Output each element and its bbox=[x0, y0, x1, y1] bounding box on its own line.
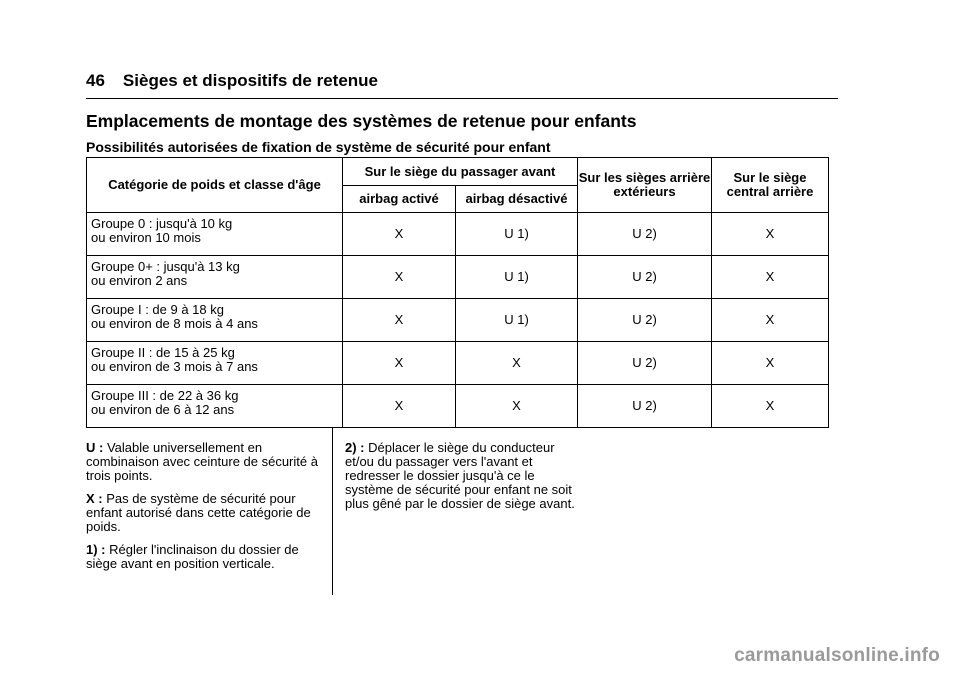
row-age: ou environ 2 ans bbox=[91, 273, 188, 288]
cell-airbag-on: X bbox=[343, 256, 456, 299]
legend-key: U : bbox=[86, 440, 104, 455]
cell-rear-center: X bbox=[712, 213, 829, 256]
row-weight-group: Groupe 0 : jusqu'à 10 kg bbox=[91, 216, 233, 231]
cell-rear-outer: U 2) bbox=[578, 256, 712, 299]
row-age: ou environ de 6 à 12 ans bbox=[91, 402, 235, 417]
cell-airbag-off: U 1) bbox=[456, 256, 578, 299]
cell-rear-center: X bbox=[712, 342, 829, 385]
cell-airbag-off: U 1) bbox=[456, 299, 578, 342]
table-row bbox=[87, 385, 829, 428]
row-weight-group: Groupe I : de 9 à 18 kg bbox=[91, 302, 224, 317]
watermark: carmanualsonline.info bbox=[734, 645, 940, 666]
header-airbag-off: airbag désactivé bbox=[456, 186, 578, 213]
cell-rear-outer: U 2) bbox=[578, 342, 712, 385]
cell-airbag-on: X bbox=[343, 299, 456, 342]
header-divider bbox=[86, 98, 838, 99]
section-title: Emplacements de montage des systèmes de retenue pour enfants bbox=[86, 111, 637, 131]
column-divider bbox=[332, 427, 333, 595]
row-weight-group: Groupe 0+ : jusqu'à 13 kg bbox=[91, 259, 240, 274]
table-row bbox=[87, 256, 829, 299]
table-row bbox=[87, 213, 829, 256]
legend-text: Valable universellement en combinaison avec ceinture de sécurité à trois points. bbox=[86, 440, 318, 483]
legend-left-column bbox=[86, 441, 322, 580]
table-row bbox=[87, 342, 829, 385]
row-category bbox=[87, 256, 343, 299]
table-row bbox=[87, 299, 829, 342]
cell-rear-outer: U 2) bbox=[578, 299, 712, 342]
header-rear-center: Sur le siège central arrière bbox=[712, 158, 829, 213]
legend-text: Pas de système de sécurité pour enfant autorisé dans cette catégorie de poids. bbox=[86, 491, 311, 534]
legend-key: X : bbox=[86, 491, 103, 506]
row-age: ou environ de 3 mois à 7 ans bbox=[91, 359, 258, 374]
cell-airbag-off: X bbox=[456, 342, 578, 385]
page-number: 46 bbox=[86, 71, 105, 90]
legend-key: 2) : bbox=[345, 440, 365, 455]
cell-airbag-off: X bbox=[456, 385, 578, 428]
header-rear-outer: Sur les sièges arrière extérieurs bbox=[578, 158, 712, 213]
cell-airbag-on: X bbox=[343, 342, 456, 385]
legend-note-x bbox=[86, 492, 322, 534]
row-age: ou environ 10 mois bbox=[91, 230, 201, 245]
cell-rear-center: X bbox=[712, 299, 829, 342]
legend-text: Déplacer le siège du conducteur et/ou du passager vers l'avant et redresser le dossier jusqu'à ce le système de sécurité pour enfant ne soit plus gêné par le dossier de siège avant. bbox=[345, 440, 575, 511]
page-header bbox=[86, 70, 838, 92]
cell-rear-center: X bbox=[712, 385, 829, 428]
row-category bbox=[87, 213, 343, 256]
row-weight-group: Groupe II : de 15 à 25 kg bbox=[91, 345, 235, 360]
row-category bbox=[87, 299, 343, 342]
legend-key: 1) : bbox=[86, 542, 106, 557]
header-passenger-seat: Sur le siège du passager avant bbox=[343, 158, 578, 186]
row-category bbox=[87, 385, 343, 428]
table-title: Possibilités autorisées de fixation de système de sécurité pour enfant bbox=[86, 139, 551, 155]
header-category: Catégorie de poids et classe d'âge bbox=[87, 158, 343, 213]
chapter-title: Sièges et dispositifs de retenue bbox=[122, 71, 378, 90]
legend-text: Régler l'inclinaison du dossier de siège avant en position verticale. bbox=[86, 542, 299, 571]
cell-rear-outer: U 2) bbox=[578, 385, 712, 428]
row-weight-group: Groupe III : de 22 à 36 kg bbox=[91, 388, 239, 403]
cell-rear-outer: U 2) bbox=[578, 213, 712, 256]
legend-note-2 bbox=[345, 441, 585, 511]
row-age: ou environ de 8 mois à 4 ans bbox=[91, 316, 258, 331]
cell-airbag-off: U 1) bbox=[456, 213, 578, 256]
legend-note-1 bbox=[86, 543, 322, 571]
legend-note-u bbox=[86, 441, 322, 483]
cell-airbag-on: X bbox=[343, 385, 456, 428]
cell-rear-center: X bbox=[712, 256, 829, 299]
cell-airbag-on: X bbox=[343, 213, 456, 256]
legend-right-column bbox=[345, 441, 585, 520]
row-category bbox=[87, 342, 343, 385]
child-seat-table bbox=[86, 157, 829, 428]
header-airbag-on: airbag activé bbox=[343, 186, 456, 213]
